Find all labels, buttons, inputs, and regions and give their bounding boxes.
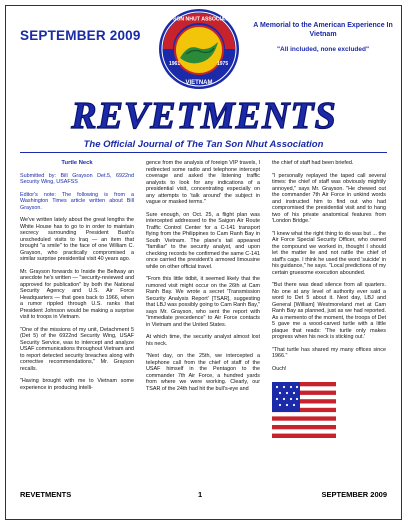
article-column-1 xyxy=(20,160,134,397)
editor-note: Editor's note: The following is from a Washington Times article written about Bill Grayson. xyxy=(20,191,134,211)
paragraph: Mr. Grayson forwards to Inside the Beltway an anecdote he's written — "security-reviewed and approved for publication" by both the National Security Agency and U.S. Air Force Headquarters — that goes back to 1966, when a rumor rippled through U.S. ranks that President Johnson would be making a surprise visit to troops in Vietnam. xyxy=(20,268,134,320)
seal-year-left: 1961 xyxy=(169,61,181,67)
journal-subtitle: The Official Journal of The Tan Son Nhut Association xyxy=(83,139,324,150)
paragraph: "But there was dead silence from all quarters. No one at any level of authority ever said a word to Det 5 about it. Next day, LBJ and General [William] Westmoreland met at Cam Ranh Bay as planned, just as we had reported. As a memento of the moment, the troops of Det 5 gave me a wood-carved turtle with a little plaque that reads: 'The turtle only makes progress when his neck is sticking out.' xyxy=(272,282,386,340)
masthead-text: REVETMENTS xyxy=(71,95,337,134)
seal-year-right: 1975 xyxy=(217,61,229,67)
footer-title: REVETMENTS xyxy=(20,490,72,499)
american-flag-image xyxy=(272,382,336,438)
paragraph: "I personally replayed the taped call several times: the chief of staff was obviously mightily annoyed," says Mr. Grayson. "He chewed out the commander 7th Air Force in unkind words and instructed him to find out who had compromised the presidential visit and to hang two of his private anatomical features from 'London Bridge.' xyxy=(272,172,386,224)
memorial-block xyxy=(250,22,396,55)
paragraph: "From this little tidbit, it seemed likely that the rumored visit might occur on the 26th at Cam Ranh Bay. We wrote a secret 'Transmission Security Analysis Report' [TSAR], suggesting that LBJ was possibly going to Cam Ranh Bay," says Mr. Grayson, who sent the report with "immediate precedence" to Air Force contacts in Vietnam and the United States. xyxy=(146,276,260,328)
paragraph: Ouch! xyxy=(272,365,287,372)
paragraph: "Next day, on the 25th, we intercepted a telephone call from the chief of staff of the USAF himself in the Pentagon to the commander 7th Air Force, a hundred yards from where we were working. Clearly, our TSAR of the 24th had hit the bull's-eye and xyxy=(146,353,260,392)
paragraph: "One of the missions of my unit, Detachment 5 (Det 5) of the 6922nd Security Wing, USAF Security Service, was to intercept and analyze USAF communications throughout Vietnam and to report detected security breaches along with corrective recommendations," Mr. Grayson recalls. xyxy=(20,326,134,372)
footer-date: SEPTEMBER 2009 xyxy=(321,490,387,499)
header-divider xyxy=(20,152,387,153)
paragraph: "I knew what the right thing to do was but ... the Air Force Special Security Officer, who owned the compound we worked in, thought I should let the matter lie and not rattle the chief of staff's cage. I think he used the word 'suicide' in his guidance," he says. "Local predictions of my certain gruesome execution abounded. xyxy=(272,230,386,276)
article-byline: Submitted by: Bill Grayson Det.5, 6922nd Security Wing, USAFSS xyxy=(20,172,134,185)
paragraph: the chief of staff had been briefed. xyxy=(272,160,354,166)
page-number: 1 xyxy=(198,490,203,499)
article-columns xyxy=(20,160,387,482)
newsletter-page xyxy=(5,5,402,520)
paragraph: Sure enough, on Oct. 25, a flight plan was intercepted addressed to the Saigon Air Route Traffic Control Center for a C-141 transport flying from the Philippines to Cam Ranh Bay in South Vietnam. The plane's tail appeared "familiar" to the security analyst, and upon checking records he confirmed the same C-141 once carried the president's armored limousine while on other official travel. xyxy=(146,211,260,270)
issue-date: SEPTEMBER 2009 xyxy=(20,28,141,43)
memorial-line: A Memorial to the American Experience In Vietnam xyxy=(253,22,393,38)
seal-text-top: TAN SON NHUT ASSOCIATION xyxy=(161,16,237,23)
article-column-2 xyxy=(146,160,260,398)
masthead-logo xyxy=(68,94,340,134)
article-column-3 xyxy=(272,160,386,441)
paragraph: At which time, the security analyst almost lost his neck. xyxy=(146,334,260,347)
paragraph: We've written lately about the great lengths the White House has to go to in order to maintain secrecy surrounding President Bush's unscheduled visits to Iraq — an item that brought "a smile" to the face of one William C. Grayson, who practically compromised a similar surprise presidential visit 40 years ago. xyxy=(20,217,134,262)
paragraph: "That turtle has shared my many offices since 1966." xyxy=(272,346,386,359)
paragraph: gence from the analysis of foreign VIP travels, I redirected some radio and telephone intercept coverage and asked the listening traffic analysts to look for any indications of a presidential visit, concentrating especially on any attempts to 'talk around' the subject in vague or masked terms." xyxy=(146,160,260,205)
article-title: Turtle Neck xyxy=(61,160,93,166)
seal-text-bottom: VIETNAM xyxy=(185,80,213,86)
paragraph: "Having brought with me to Vietnam some experience in producing intelli- xyxy=(20,378,134,391)
memorial-tag: "All included, none excluded" xyxy=(276,46,370,53)
association-seal xyxy=(158,8,240,90)
